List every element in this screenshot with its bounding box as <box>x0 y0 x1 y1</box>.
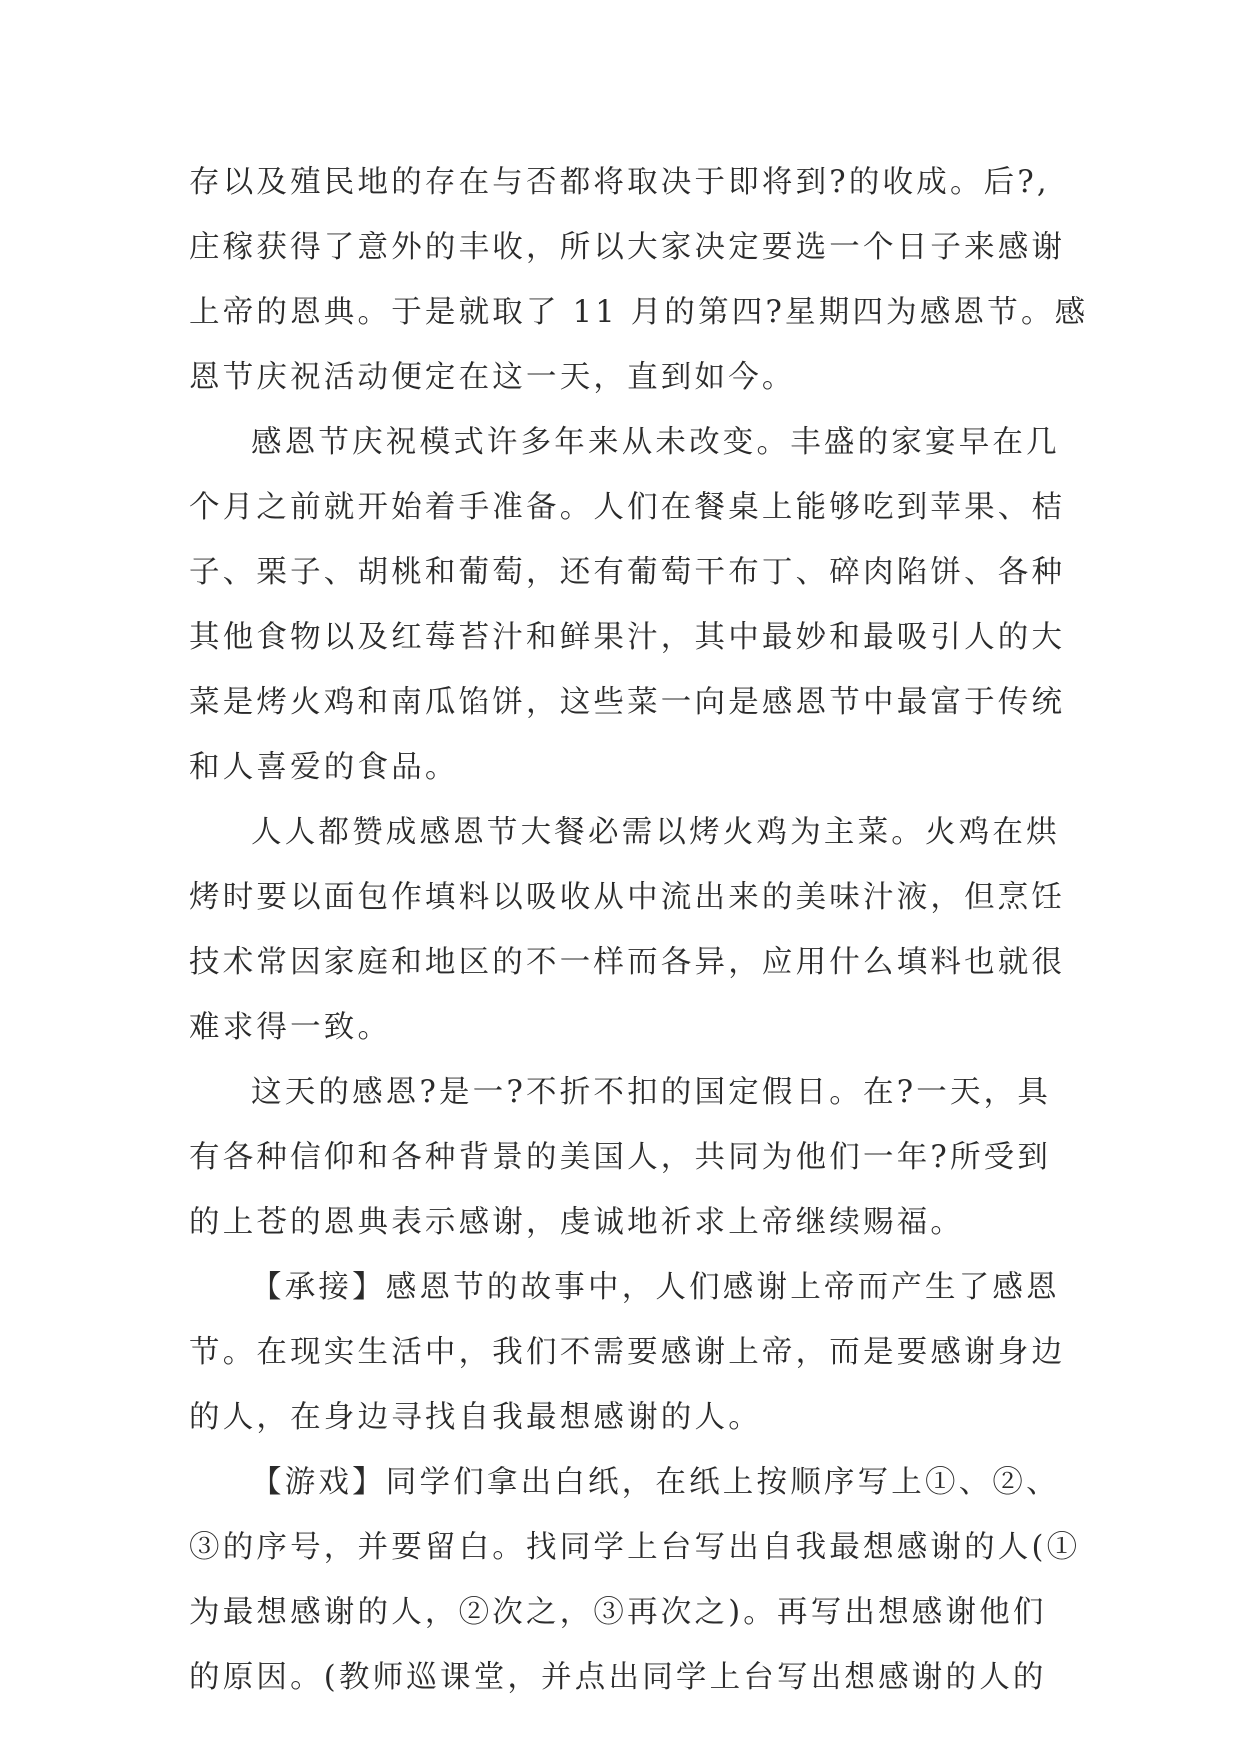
paragraph-6 <box>189 1450 1081 1710</box>
text-line: 存以及殖民地的存在与否都将取决于即将到?的收成。后?, <box>189 165 1050 200</box>
text-line: 上帝的恩典。于是就取了 11 月的第四?星期四为感恩节。感 <box>189 295 1089 330</box>
text-line: 【游戏】同学们拿出白纸，在纸上按顺序写上①、②、 <box>251 1465 1060 1500</box>
text-line: 为最想感谢的人，②次之，③再次之)。再写出想感谢他们 <box>189 1595 1047 1630</box>
text-line: 菜是烤火鸡和南瓜馅饼，这些菜一向是感恩节中最富于传统 <box>189 685 1066 720</box>
text-line: 个月之前就开始着手准备。人们在餐桌上能够吃到苹果、桔 <box>189 490 1066 525</box>
text-line: 庄稼获得了意外的丰收，所以大家决定要选一个日子来感谢 <box>189 230 1066 265</box>
paragraph-2 <box>189 410 1066 800</box>
text-line: 子、栗子、胡桃和葡萄，还有葡萄干布丁、碎肉陷饼、各种 <box>189 555 1066 590</box>
text-line: 的上苍的恩典表示感谢，虔诚地祈求上帝继续赐福。 <box>189 1205 965 1240</box>
text-line: 感恩节庆祝模式许多年来从未改变。丰盛的家宴早在几 <box>251 425 1060 460</box>
paragraph-4 <box>189 1060 1052 1255</box>
paragraph-5 <box>189 1255 1066 1450</box>
paragraph-1 <box>189 150 1089 410</box>
text-line: 【承接】感恩节的故事中，人们感谢上帝而产生了感恩 <box>251 1270 1060 1305</box>
text-line: 人人都赞成感恩节大餐必需以烤火鸡为主菜。火鸡在烘 <box>251 815 1060 850</box>
text-line: 恩节庆祝活动便定在这一天，直到如今。 <box>189 360 796 395</box>
text-line: 烤时要以面包作填料以吸收从中流出来的美味汁液，但烹饪 <box>189 880 1066 915</box>
text-line: 其他食物以及红莓苔汁和鲜果汁，其中最妙和最吸引人的大 <box>189 620 1066 655</box>
text-line: 和人喜爱的食品。 <box>189 750 459 785</box>
text-line: 的人，在身边寻找自我最想感谢的人。 <box>189 1400 762 1435</box>
paragraph-3 <box>189 800 1066 1060</box>
text-line: 节。在现实生活中，我们不需要感谢上帝，而是要感谢身边 <box>189 1335 1066 1370</box>
text-line: 这天的感恩?是一?不折不扣的国定假日。在?一天，具 <box>251 1075 1052 1110</box>
document-body <box>189 150 1089 1710</box>
text-line: 的原因。(教师巡课堂，并点出同学上台写出想感谢的人的 <box>189 1660 1047 1695</box>
text-line: ③的序号，并要留白。找同学上台写出自我最想感谢的人(① <box>189 1530 1081 1565</box>
text-line: 难求得一致。 <box>189 1010 392 1045</box>
text-line: 有各种信仰和各种背景的美国人，共同为他们一年?所受到 <box>189 1140 1052 1175</box>
text-line: 技术常因家庭和地区的不一样而各异，应用什么填料也就很 <box>189 945 1066 980</box>
